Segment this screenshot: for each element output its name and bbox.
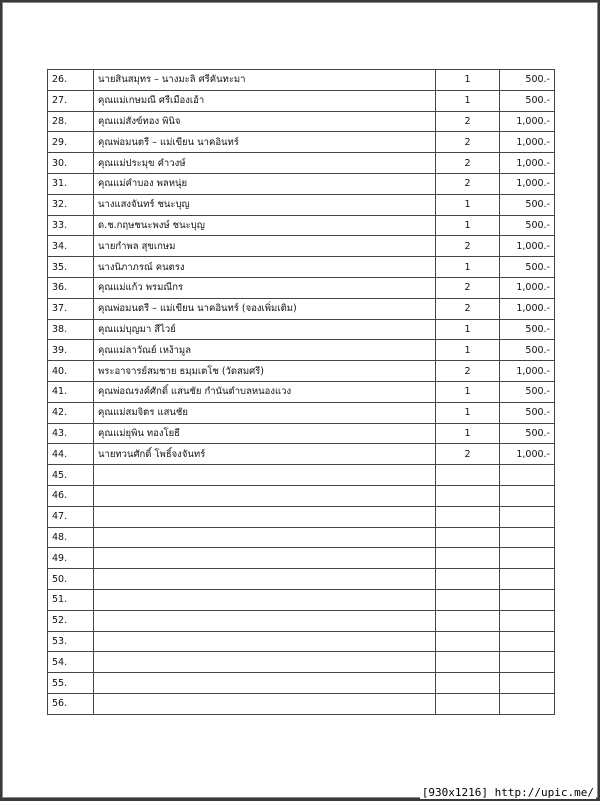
quantity-cell: 1	[436, 402, 500, 423]
row-number-cell: 38.	[48, 319, 94, 340]
row-number-cell: 37.	[48, 298, 94, 319]
amount-cell: 500.-	[500, 257, 555, 278]
donor-name-cell: คุณพ่อมนตรี – แม่เขียน นาคอินทร์ (จองเพิ่มเติม)	[94, 298, 436, 319]
quantity-cell	[436, 693, 500, 714]
table-row	[48, 90, 555, 111]
donor-name-cell	[94, 485, 436, 506]
row-number-cell: 41.	[48, 381, 94, 402]
row-number-cell: 44.	[48, 444, 94, 465]
donor-name-cell	[94, 652, 436, 673]
donor-name-cell: คุณแม่คำบอง พลหนุ่ย	[94, 173, 436, 194]
amount-cell	[500, 673, 555, 694]
row-number-cell: 51.	[48, 589, 94, 610]
amount-cell: 1,000.-	[500, 173, 555, 194]
row-number-cell: 45.	[48, 465, 94, 486]
donor-name-cell: คุณพ่อณรงค์ศักดิ์ แสนชัย กำนันตำบลหนองแวง	[94, 381, 436, 402]
amount-cell	[500, 465, 555, 486]
table-row	[48, 423, 555, 444]
donor-name-cell: ด.ช.กฤษชนะพงษ์ ชนะบุญ	[94, 215, 436, 236]
quantity-cell: 1	[436, 319, 500, 340]
amount-cell	[500, 485, 555, 506]
quantity-cell	[436, 569, 500, 590]
amount-cell	[500, 610, 555, 631]
amount-cell	[500, 589, 555, 610]
table-row	[48, 693, 555, 714]
amount-cell: 1,000.-	[500, 153, 555, 174]
table-row	[48, 485, 555, 506]
table-row	[48, 340, 555, 361]
amount-cell: 500.-	[500, 319, 555, 340]
amount-cell: 1,000.-	[500, 298, 555, 319]
row-number-cell: 34.	[48, 236, 94, 257]
quantity-cell: 2	[436, 444, 500, 465]
table-row	[48, 257, 555, 278]
table-row	[48, 506, 555, 527]
row-number-cell: 28.	[48, 111, 94, 132]
row-number-cell: 56.	[48, 693, 94, 714]
row-number-cell: 31.	[48, 173, 94, 194]
quantity-cell: 1	[436, 70, 500, 91]
table-body	[48, 70, 555, 715]
row-number-cell: 26.	[48, 70, 94, 91]
row-number-cell: 42.	[48, 402, 94, 423]
quantity-cell: 2	[436, 132, 500, 153]
quantity-cell: 1	[436, 90, 500, 111]
amount-cell	[500, 693, 555, 714]
donor-name-cell: นายทวนศักดิ์ โพธิ์จงจันทร์	[94, 444, 436, 465]
donor-name-cell: คุณแม่สมจิตร แสนชัย	[94, 402, 436, 423]
donor-name-cell: คุณแม่ลาวัณย์ เหง้ามูล	[94, 340, 436, 361]
donor-name-cell: คุณแม่ยุพิน ทองโยธี	[94, 423, 436, 444]
row-number-cell: 32.	[48, 194, 94, 215]
donor-name-cell	[94, 673, 436, 694]
row-number-cell: 47.	[48, 506, 94, 527]
quantity-cell: 2	[436, 111, 500, 132]
table-row	[48, 153, 555, 174]
amount-cell: 1,000.-	[500, 236, 555, 257]
table-row	[48, 277, 555, 298]
quantity-cell: 2	[436, 361, 500, 382]
table-row	[48, 444, 555, 465]
quantity-cell: 2	[436, 277, 500, 298]
row-number-cell: 39.	[48, 340, 94, 361]
quantity-cell	[436, 527, 500, 548]
table-row	[48, 610, 555, 631]
quantity-cell	[436, 652, 500, 673]
quantity-cell	[436, 673, 500, 694]
quantity-cell: 1	[436, 381, 500, 402]
amount-cell	[500, 652, 555, 673]
donor-name-cell	[94, 610, 436, 631]
table-row	[48, 111, 555, 132]
table-row	[48, 236, 555, 257]
quantity-cell: 1	[436, 257, 500, 278]
row-number-cell: 46.	[48, 485, 94, 506]
table-row	[48, 298, 555, 319]
row-number-cell: 36.	[48, 277, 94, 298]
quantity-cell	[436, 631, 500, 652]
amount-cell	[500, 548, 555, 569]
amount-cell: 500.-	[500, 340, 555, 361]
row-number-cell: 43.	[48, 423, 94, 444]
row-number-cell: 48.	[48, 527, 94, 548]
row-number-cell: 35.	[48, 257, 94, 278]
row-number-cell: 52.	[48, 610, 94, 631]
amount-cell: 1,000.-	[500, 277, 555, 298]
quantity-cell: 2	[436, 153, 500, 174]
row-number-cell: 50.	[48, 569, 94, 590]
row-number-cell: 55.	[48, 673, 94, 694]
quantity-cell: 2	[436, 173, 500, 194]
table-row	[48, 361, 555, 382]
donor-name-cell	[94, 589, 436, 610]
image-source-tag: [930x1216] http://upic.me/	[421, 786, 594, 799]
amount-cell: 500.-	[500, 90, 555, 111]
table-row	[48, 70, 555, 91]
amount-cell: 1,000.-	[500, 361, 555, 382]
donor-name-cell: พระอาจารย์สมชาย ธมฺมเตโช (วัดสมศรี)	[94, 361, 436, 382]
amount-cell	[500, 506, 555, 527]
amount-cell	[500, 631, 555, 652]
document-page	[2, 2, 598, 798]
amount-cell: 1,000.-	[500, 444, 555, 465]
quantity-cell: 1	[436, 194, 500, 215]
table-row	[48, 194, 555, 215]
table-row	[48, 132, 555, 153]
quantity-cell	[436, 548, 500, 569]
table-row	[48, 402, 555, 423]
amount-cell: 500.-	[500, 70, 555, 91]
quantity-cell: 1	[436, 340, 500, 361]
donor-name-cell	[94, 631, 436, 652]
quantity-cell: 1	[436, 215, 500, 236]
donor-name-cell: คุณแม่ประมุข คำวงษ์	[94, 153, 436, 174]
donor-name-cell: คุณแม่สังข์ทอง พินิจ	[94, 111, 436, 132]
amount-cell: 500.-	[500, 381, 555, 402]
table-row	[48, 215, 555, 236]
amount-cell	[500, 569, 555, 590]
donor-name-cell	[94, 506, 436, 527]
donor-name-cell	[94, 569, 436, 590]
table-row	[48, 527, 555, 548]
table-row	[48, 652, 555, 673]
donor-name-cell: คุณแม่เกษมณี ศรีเมืองเอ้า	[94, 90, 436, 111]
donor-name-cell: นางแสงจันทร์ ชนะบุญ	[94, 194, 436, 215]
donor-name-cell: คุณพ่อมนตรี – แม่เขียน นาคอินทร์	[94, 132, 436, 153]
quantity-cell	[436, 485, 500, 506]
donor-name-cell	[94, 548, 436, 569]
donor-name-cell: คุณแม่แก้ว พรมณีกร	[94, 277, 436, 298]
amount-cell: 500.-	[500, 194, 555, 215]
table-row	[48, 319, 555, 340]
row-number-cell: 30.	[48, 153, 94, 174]
donor-name-cell: นายสินสมุทร – นางมะลิ ศรีคันทะมา	[94, 70, 436, 91]
quantity-cell: 2	[436, 236, 500, 257]
donor-name-cell: นางนิภาภรณ์ คนตรง	[94, 257, 436, 278]
table-row	[48, 381, 555, 402]
table-row	[48, 465, 555, 486]
quantity-cell: 2	[436, 298, 500, 319]
table-row	[48, 589, 555, 610]
donor-name-cell: คุณแม่บุญมา สีไวย์	[94, 319, 436, 340]
quantity-cell	[436, 610, 500, 631]
row-number-cell: 54.	[48, 652, 94, 673]
amount-cell	[500, 527, 555, 548]
row-number-cell: 40.	[48, 361, 94, 382]
amount-cell: 500.-	[500, 402, 555, 423]
amount-cell: 500.-	[500, 215, 555, 236]
donation-table	[47, 69, 555, 715]
amount-cell: 1,000.-	[500, 111, 555, 132]
table-row	[48, 569, 555, 590]
table-row	[48, 673, 555, 694]
table-row	[48, 631, 555, 652]
row-number-cell: 49.	[48, 548, 94, 569]
donor-name-cell: นายกำพล สุขเกษม	[94, 236, 436, 257]
row-number-cell: 27.	[48, 90, 94, 111]
donor-name-cell	[94, 693, 436, 714]
table-row	[48, 548, 555, 569]
row-number-cell: 53.	[48, 631, 94, 652]
quantity-cell	[436, 589, 500, 610]
donor-name-cell	[94, 465, 436, 486]
row-number-cell: 33.	[48, 215, 94, 236]
quantity-cell	[436, 465, 500, 486]
donor-name-cell	[94, 527, 436, 548]
row-number-cell: 29.	[48, 132, 94, 153]
quantity-cell	[436, 506, 500, 527]
amount-cell: 1,000.-	[500, 132, 555, 153]
quantity-cell: 1	[436, 423, 500, 444]
table-row	[48, 173, 555, 194]
amount-cell: 500.-	[500, 423, 555, 444]
